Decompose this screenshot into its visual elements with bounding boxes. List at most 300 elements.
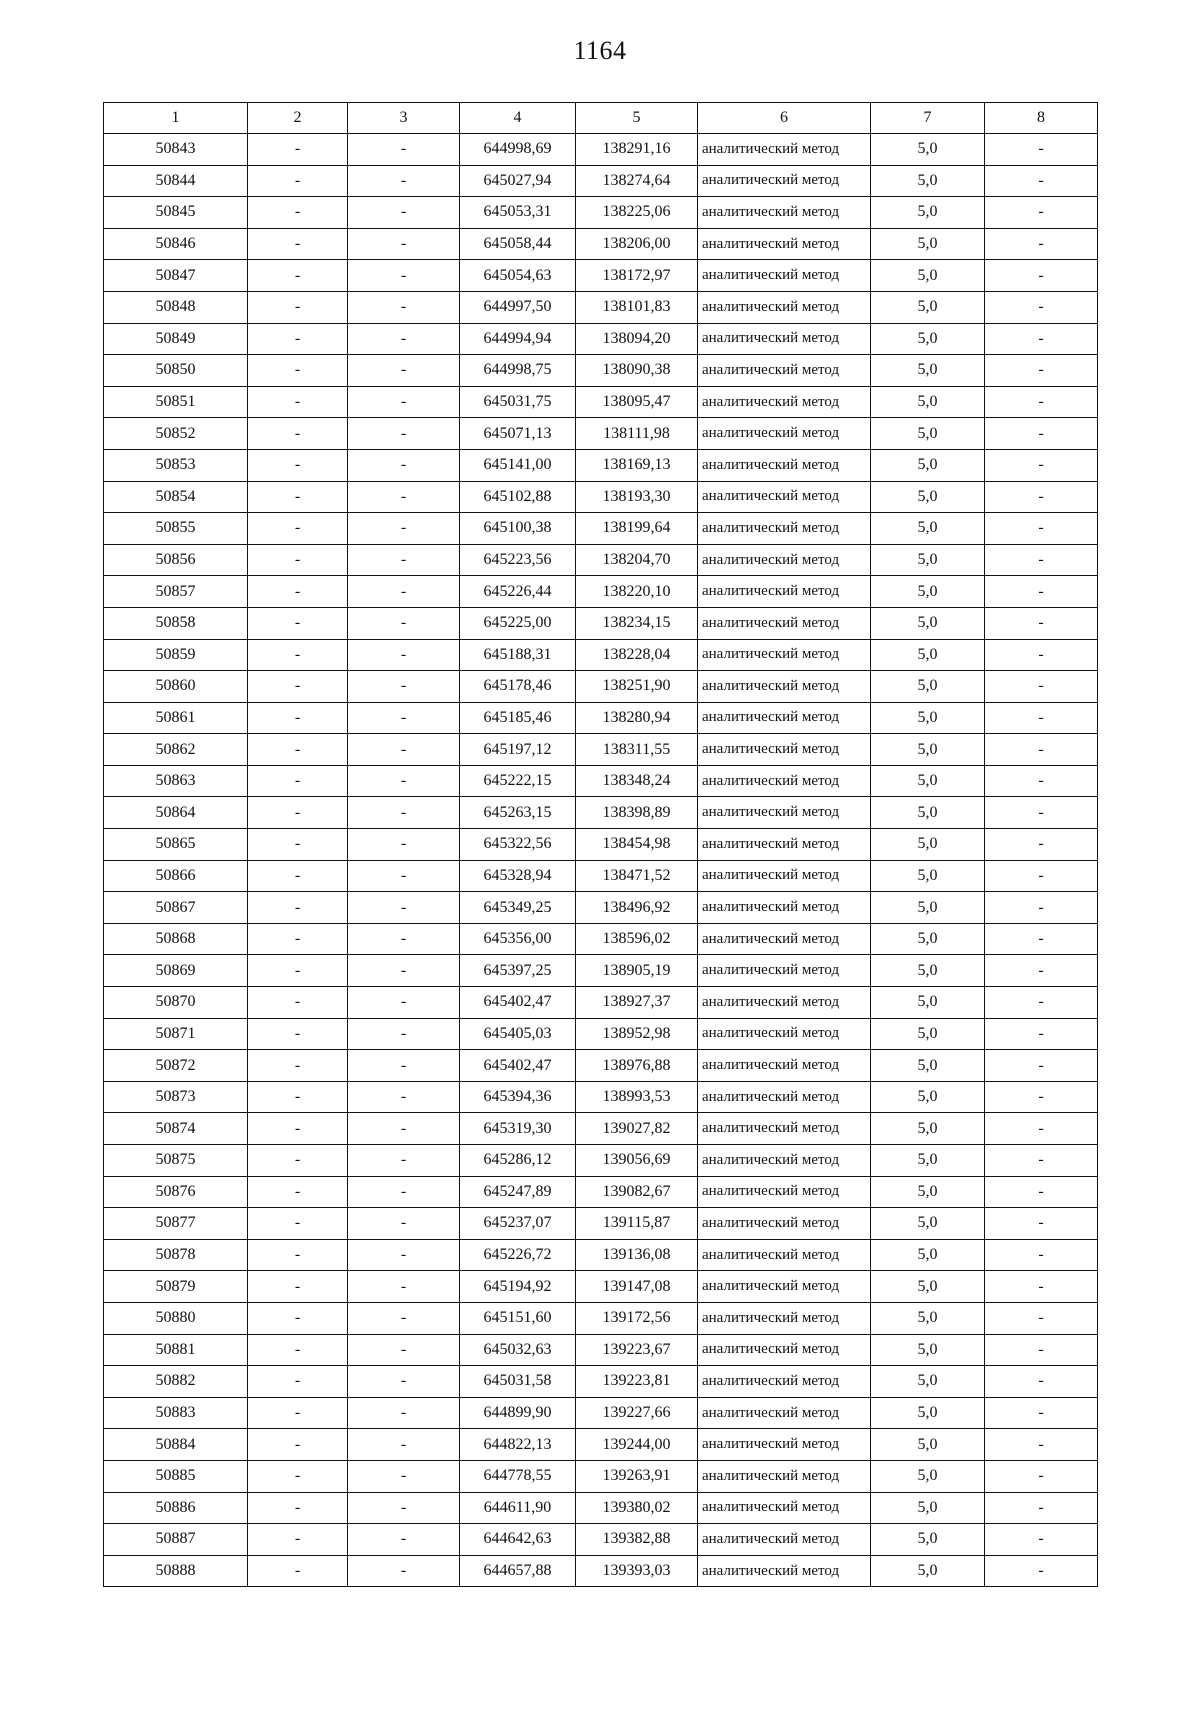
point-number: 50864 bbox=[104, 797, 248, 829]
coord-y: 139227,66 bbox=[576, 1397, 698, 1429]
point-number: 50863 bbox=[104, 765, 248, 797]
cell-col3: - bbox=[348, 481, 460, 513]
table-row bbox=[104, 797, 1098, 829]
cell-col8: - bbox=[985, 291, 1098, 323]
accuracy: 5,0 bbox=[871, 1334, 985, 1366]
method: аналитический метод bbox=[698, 165, 871, 197]
cell-col3: - bbox=[348, 1018, 460, 1050]
cell-col2: - bbox=[248, 418, 348, 450]
coord-x: 645054,63 bbox=[460, 260, 576, 292]
table-row bbox=[104, 449, 1098, 481]
coord-x: 644994,94 bbox=[460, 323, 576, 355]
coord-x: 645402,47 bbox=[460, 987, 576, 1019]
coord-x: 645319,30 bbox=[460, 1113, 576, 1145]
accuracy: 5,0 bbox=[871, 1492, 985, 1524]
cell-col8: - bbox=[985, 134, 1098, 166]
coord-y: 138927,37 bbox=[576, 987, 698, 1019]
method: аналитический метод bbox=[698, 386, 871, 418]
coord-x: 645286,12 bbox=[460, 1145, 576, 1177]
cell-col3: - bbox=[348, 418, 460, 450]
coord-y: 139263,91 bbox=[576, 1460, 698, 1492]
method: аналитический метод bbox=[698, 639, 871, 671]
method: аналитический метод bbox=[698, 1334, 871, 1366]
point-number: 50873 bbox=[104, 1081, 248, 1113]
cell-col2: - bbox=[248, 1113, 348, 1145]
coord-y: 138348,24 bbox=[576, 765, 698, 797]
coord-y: 138095,47 bbox=[576, 386, 698, 418]
accuracy: 5,0 bbox=[871, 513, 985, 545]
cell-col3: - bbox=[348, 1271, 460, 1303]
accuracy: 5,0 bbox=[871, 702, 985, 734]
accuracy: 5,0 bbox=[871, 323, 985, 355]
method: аналитический метод bbox=[698, 1018, 871, 1050]
cell-col2: - bbox=[248, 386, 348, 418]
cell-col8: - bbox=[985, 671, 1098, 703]
table-row bbox=[104, 1145, 1098, 1177]
column-header: 4 bbox=[460, 103, 576, 134]
cell-col2: - bbox=[248, 829, 348, 861]
accuracy: 5,0 bbox=[871, 228, 985, 260]
cell-col8: - bbox=[985, 1176, 1098, 1208]
point-number: 50849 bbox=[104, 323, 248, 355]
cell-col3: - bbox=[348, 639, 460, 671]
point-number: 50887 bbox=[104, 1524, 248, 1556]
method: аналитический метод bbox=[698, 923, 871, 955]
cell-col8: - bbox=[985, 1018, 1098, 1050]
accuracy: 5,0 bbox=[871, 1397, 985, 1429]
accuracy: 5,0 bbox=[871, 987, 985, 1019]
table-row bbox=[104, 923, 1098, 955]
cell-col3: - bbox=[348, 323, 460, 355]
coord-x: 645226,44 bbox=[460, 576, 576, 608]
coord-x: 645247,89 bbox=[460, 1176, 576, 1208]
cell-col3: - bbox=[348, 576, 460, 608]
coord-y: 138199,64 bbox=[576, 513, 698, 545]
cell-col3: - bbox=[348, 197, 460, 229]
method: аналитический метод bbox=[698, 607, 871, 639]
cell-col8: - bbox=[985, 1397, 1098, 1429]
cell-col3: - bbox=[348, 1208, 460, 1240]
coord-y: 138234,15 bbox=[576, 607, 698, 639]
cell-col8: - bbox=[985, 260, 1098, 292]
table-body bbox=[104, 134, 1098, 1587]
accuracy: 5,0 bbox=[871, 481, 985, 513]
cell-col2: - bbox=[248, 1081, 348, 1113]
table-row bbox=[104, 671, 1098, 703]
coord-x: 644642,63 bbox=[460, 1524, 576, 1556]
coord-y: 139147,08 bbox=[576, 1271, 698, 1303]
accuracy: 5,0 bbox=[871, 576, 985, 608]
column-header: 2 bbox=[248, 103, 348, 134]
table-row bbox=[104, 1334, 1098, 1366]
accuracy: 5,0 bbox=[871, 860, 985, 892]
cell-col3: - bbox=[348, 1334, 460, 1366]
cell-col2: - bbox=[248, 1176, 348, 1208]
method: аналитический метод bbox=[698, 197, 871, 229]
coord-x: 645226,72 bbox=[460, 1239, 576, 1271]
accuracy: 5,0 bbox=[871, 260, 985, 292]
cell-col3: - bbox=[348, 165, 460, 197]
table-row bbox=[104, 544, 1098, 576]
method: аналитический метод bbox=[698, 513, 871, 545]
method: аналитический метод bbox=[698, 797, 871, 829]
cell-col8: - bbox=[985, 481, 1098, 513]
method: аналитический метод bbox=[698, 829, 871, 861]
coord-y: 138291,16 bbox=[576, 134, 698, 166]
cell-col3: - bbox=[348, 1113, 460, 1145]
method: аналитический метод bbox=[698, 955, 871, 987]
accuracy: 5,0 bbox=[871, 197, 985, 229]
accuracy: 5,0 bbox=[871, 544, 985, 576]
cell-col8: - bbox=[985, 576, 1098, 608]
method: аналитический метод bbox=[698, 481, 871, 513]
cell-col2: - bbox=[248, 1302, 348, 1334]
cell-col2: - bbox=[248, 291, 348, 323]
accuracy: 5,0 bbox=[871, 734, 985, 766]
cell-col2: - bbox=[248, 576, 348, 608]
point-number: 50843 bbox=[104, 134, 248, 166]
column-header: 7 bbox=[871, 103, 985, 134]
table-row bbox=[104, 481, 1098, 513]
method: аналитический метод bbox=[698, 1113, 871, 1145]
cell-col2: - bbox=[248, 1524, 348, 1556]
table-row bbox=[104, 134, 1098, 166]
cell-col3: - bbox=[348, 1081, 460, 1113]
accuracy: 5,0 bbox=[871, 386, 985, 418]
coord-x: 645222,15 bbox=[460, 765, 576, 797]
table-row bbox=[104, 1302, 1098, 1334]
coord-y: 138169,13 bbox=[576, 449, 698, 481]
cell-col8: - bbox=[985, 513, 1098, 545]
table-row bbox=[104, 576, 1098, 608]
cell-col8: - bbox=[985, 165, 1098, 197]
coord-x: 645141,00 bbox=[460, 449, 576, 481]
cell-col8: - bbox=[985, 1145, 1098, 1177]
coord-x: 645225,00 bbox=[460, 607, 576, 639]
coord-y: 138094,20 bbox=[576, 323, 698, 355]
accuracy: 5,0 bbox=[871, 291, 985, 323]
accuracy: 5,0 bbox=[871, 923, 985, 955]
table-row bbox=[104, 197, 1098, 229]
accuracy: 5,0 bbox=[871, 892, 985, 924]
accuracy: 5,0 bbox=[871, 355, 985, 387]
page-number: 1164 bbox=[573, 36, 627, 65]
coord-y: 138905,19 bbox=[576, 955, 698, 987]
coord-y: 139082,67 bbox=[576, 1176, 698, 1208]
coordinates-table bbox=[103, 102, 1098, 1587]
table-row bbox=[104, 1239, 1098, 1271]
method: аналитический метод bbox=[698, 1524, 871, 1556]
point-number: 50881 bbox=[104, 1334, 248, 1366]
point-number: 50861 bbox=[104, 702, 248, 734]
cell-col3: - bbox=[348, 1492, 460, 1524]
cell-col2: - bbox=[248, 955, 348, 987]
cell-col3: - bbox=[348, 260, 460, 292]
coord-y: 138111,98 bbox=[576, 418, 698, 450]
point-number: 50878 bbox=[104, 1239, 248, 1271]
cell-col2: - bbox=[248, 1334, 348, 1366]
cell-col2: - bbox=[248, 797, 348, 829]
table-row bbox=[104, 765, 1098, 797]
cell-col3: - bbox=[348, 1145, 460, 1177]
cell-col2: - bbox=[248, 1050, 348, 1082]
cell-col8: - bbox=[985, 228, 1098, 260]
accuracy: 5,0 bbox=[871, 449, 985, 481]
accuracy: 5,0 bbox=[871, 1145, 985, 1177]
accuracy: 5,0 bbox=[871, 1366, 985, 1398]
cell-col8: - bbox=[985, 987, 1098, 1019]
coord-x: 644778,55 bbox=[460, 1460, 576, 1492]
cell-col2: - bbox=[248, 355, 348, 387]
coord-x: 645197,12 bbox=[460, 734, 576, 766]
method: аналитический метод bbox=[698, 576, 871, 608]
point-number: 50857 bbox=[104, 576, 248, 608]
coord-x: 645151,60 bbox=[460, 1302, 576, 1334]
table-row bbox=[104, 1113, 1098, 1145]
table-row bbox=[104, 607, 1098, 639]
accuracy: 5,0 bbox=[871, 1050, 985, 1082]
table-row bbox=[104, 1460, 1098, 1492]
coord-x: 644657,88 bbox=[460, 1555, 576, 1587]
cell-col3: - bbox=[348, 1239, 460, 1271]
table-header-row bbox=[104, 103, 1098, 134]
cell-col3: - bbox=[348, 513, 460, 545]
point-number: 50868 bbox=[104, 923, 248, 955]
cell-col2: - bbox=[248, 1492, 348, 1524]
cell-col2: - bbox=[248, 987, 348, 1019]
method: аналитический метод bbox=[698, 892, 871, 924]
table-row bbox=[104, 955, 1098, 987]
coord-y: 139380,02 bbox=[576, 1492, 698, 1524]
point-number: 50854 bbox=[104, 481, 248, 513]
cell-col3: - bbox=[348, 923, 460, 955]
accuracy: 5,0 bbox=[871, 1176, 985, 1208]
cell-col3: - bbox=[348, 1050, 460, 1082]
cell-col8: - bbox=[985, 1429, 1098, 1461]
point-number: 50859 bbox=[104, 639, 248, 671]
cell-col3: - bbox=[348, 860, 460, 892]
cell-col3: - bbox=[348, 386, 460, 418]
method: аналитический метод bbox=[698, 355, 871, 387]
point-number: 50888 bbox=[104, 1555, 248, 1587]
cell-col3: - bbox=[348, 134, 460, 166]
cell-col2: - bbox=[248, 260, 348, 292]
coord-y: 139172,56 bbox=[576, 1302, 698, 1334]
table-row bbox=[104, 892, 1098, 924]
coord-y: 138952,98 bbox=[576, 1018, 698, 1050]
cell-col8: - bbox=[985, 1113, 1098, 1145]
coord-y: 138101,83 bbox=[576, 291, 698, 323]
cell-col3: - bbox=[348, 829, 460, 861]
cell-col8: - bbox=[985, 639, 1098, 671]
cell-col8: - bbox=[985, 734, 1098, 766]
cell-col8: - bbox=[985, 1050, 1098, 1082]
table-row bbox=[104, 1397, 1098, 1429]
method: аналитический метод bbox=[698, 702, 871, 734]
coord-y: 138976,88 bbox=[576, 1050, 698, 1082]
cell-col8: - bbox=[985, 1492, 1098, 1524]
cell-col3: - bbox=[348, 1524, 460, 1556]
cell-col8: - bbox=[985, 1239, 1098, 1271]
cell-col3: - bbox=[348, 1429, 460, 1461]
coord-y: 138228,04 bbox=[576, 639, 698, 671]
cell-col8: - bbox=[985, 1271, 1098, 1303]
cell-col2: - bbox=[248, 1208, 348, 1240]
point-number: 50872 bbox=[104, 1050, 248, 1082]
coord-y: 138311,55 bbox=[576, 734, 698, 766]
table-row bbox=[104, 734, 1098, 766]
point-number: 50874 bbox=[104, 1113, 248, 1145]
method: аналитический метод bbox=[698, 1145, 871, 1177]
cell-col2: - bbox=[248, 1555, 348, 1587]
column-header: 1 bbox=[104, 103, 248, 134]
cell-col8: - bbox=[985, 923, 1098, 955]
accuracy: 5,0 bbox=[871, 1429, 985, 1461]
cell-col3: - bbox=[348, 1302, 460, 1334]
coord-y: 138496,92 bbox=[576, 892, 698, 924]
coord-x: 645223,56 bbox=[460, 544, 576, 576]
table-row bbox=[104, 1176, 1098, 1208]
table-row bbox=[104, 1524, 1098, 1556]
cell-col2: - bbox=[248, 1271, 348, 1303]
cell-col3: - bbox=[348, 1397, 460, 1429]
point-number: 50877 bbox=[104, 1208, 248, 1240]
cell-col8: - bbox=[985, 607, 1098, 639]
coord-y: 139223,67 bbox=[576, 1334, 698, 1366]
method: аналитический метод bbox=[698, 1208, 871, 1240]
coord-y: 138172,97 bbox=[576, 260, 698, 292]
coord-x: 645349,25 bbox=[460, 892, 576, 924]
coord-y: 138280,94 bbox=[576, 702, 698, 734]
point-number: 50880 bbox=[104, 1302, 248, 1334]
accuracy: 5,0 bbox=[871, 765, 985, 797]
cell-col8: - bbox=[985, 1302, 1098, 1334]
point-number: 50867 bbox=[104, 892, 248, 924]
cell-col3: - bbox=[348, 797, 460, 829]
point-number: 50883 bbox=[104, 1397, 248, 1429]
cell-col8: - bbox=[985, 544, 1098, 576]
cell-col8: - bbox=[985, 1366, 1098, 1398]
cell-col3: - bbox=[348, 671, 460, 703]
coord-x: 645397,25 bbox=[460, 955, 576, 987]
coord-x: 645237,07 bbox=[460, 1208, 576, 1240]
table-row bbox=[104, 165, 1098, 197]
coord-y: 138274,64 bbox=[576, 165, 698, 197]
cell-col8: - bbox=[985, 197, 1098, 229]
cell-col2: - bbox=[248, 197, 348, 229]
coord-x: 644899,90 bbox=[460, 1397, 576, 1429]
cell-col2: - bbox=[248, 513, 348, 545]
accuracy: 5,0 bbox=[871, 1208, 985, 1240]
table-row bbox=[104, 1018, 1098, 1050]
coord-y: 139027,82 bbox=[576, 1113, 698, 1145]
cell-col2: - bbox=[248, 639, 348, 671]
accuracy: 5,0 bbox=[871, 1555, 985, 1587]
coord-x: 644997,50 bbox=[460, 291, 576, 323]
method: аналитический метод bbox=[698, 418, 871, 450]
cell-col2: - bbox=[248, 1145, 348, 1177]
method: аналитический метод bbox=[698, 228, 871, 260]
coord-y: 139393,03 bbox=[576, 1555, 698, 1587]
method: аналитический метод bbox=[698, 987, 871, 1019]
cell-col2: - bbox=[248, 1429, 348, 1461]
point-number: 50852 bbox=[104, 418, 248, 450]
cell-col2: - bbox=[248, 765, 348, 797]
method: аналитический метод bbox=[698, 1050, 871, 1082]
accuracy: 5,0 bbox=[871, 955, 985, 987]
point-number: 50876 bbox=[104, 1176, 248, 1208]
point-number: 50885 bbox=[104, 1460, 248, 1492]
point-number: 50875 bbox=[104, 1145, 248, 1177]
cell-col2: - bbox=[248, 860, 348, 892]
method: аналитический метод bbox=[698, 1460, 871, 1492]
table-row bbox=[104, 513, 1098, 545]
table-row bbox=[104, 829, 1098, 861]
cell-col2: - bbox=[248, 481, 348, 513]
table-row bbox=[104, 1492, 1098, 1524]
point-number: 50848 bbox=[104, 291, 248, 323]
coord-y: 139223,81 bbox=[576, 1366, 698, 1398]
point-number: 50862 bbox=[104, 734, 248, 766]
coord-y: 138193,30 bbox=[576, 481, 698, 513]
table-row bbox=[104, 1271, 1098, 1303]
coord-x: 645053,31 bbox=[460, 197, 576, 229]
accuracy: 5,0 bbox=[871, 165, 985, 197]
cell-col3: - bbox=[348, 1366, 460, 1398]
table-row bbox=[104, 1555, 1098, 1587]
coord-y: 139382,88 bbox=[576, 1524, 698, 1556]
cell-col8: - bbox=[985, 829, 1098, 861]
accuracy: 5,0 bbox=[871, 1271, 985, 1303]
cell-col2: - bbox=[248, 323, 348, 355]
method: аналитический метод bbox=[698, 1555, 871, 1587]
coord-x: 645402,47 bbox=[460, 1050, 576, 1082]
coord-y: 138090,38 bbox=[576, 355, 698, 387]
table-row bbox=[104, 418, 1098, 450]
method: аналитический метод bbox=[698, 260, 871, 292]
table-row bbox=[104, 291, 1098, 323]
cell-col2: - bbox=[248, 734, 348, 766]
cell-col8: - bbox=[985, 418, 1098, 450]
accuracy: 5,0 bbox=[871, 1460, 985, 1492]
accuracy: 5,0 bbox=[871, 607, 985, 639]
coord-x: 645178,46 bbox=[460, 671, 576, 703]
coord-y: 138993,53 bbox=[576, 1081, 698, 1113]
coord-y: 138225,06 bbox=[576, 197, 698, 229]
cell-col8: - bbox=[985, 386, 1098, 418]
point-number: 50869 bbox=[104, 955, 248, 987]
cell-col3: - bbox=[348, 955, 460, 987]
table-row bbox=[104, 702, 1098, 734]
cell-col8: - bbox=[985, 955, 1098, 987]
cell-col8: - bbox=[985, 860, 1098, 892]
coord-x: 645188,31 bbox=[460, 639, 576, 671]
coord-x: 645071,13 bbox=[460, 418, 576, 450]
cell-col8: - bbox=[985, 1208, 1098, 1240]
cell-col8: - bbox=[985, 702, 1098, 734]
coord-y: 138220,10 bbox=[576, 576, 698, 608]
coord-x: 645405,03 bbox=[460, 1018, 576, 1050]
cell-col2: - bbox=[248, 134, 348, 166]
point-number: 50884 bbox=[104, 1429, 248, 1461]
cell-col3: - bbox=[348, 1176, 460, 1208]
accuracy: 5,0 bbox=[871, 1018, 985, 1050]
point-number: 50853 bbox=[104, 449, 248, 481]
point-number: 50879 bbox=[104, 1271, 248, 1303]
point-number: 50851 bbox=[104, 386, 248, 418]
cell-col2: - bbox=[248, 671, 348, 703]
coord-x: 645031,58 bbox=[460, 1366, 576, 1398]
